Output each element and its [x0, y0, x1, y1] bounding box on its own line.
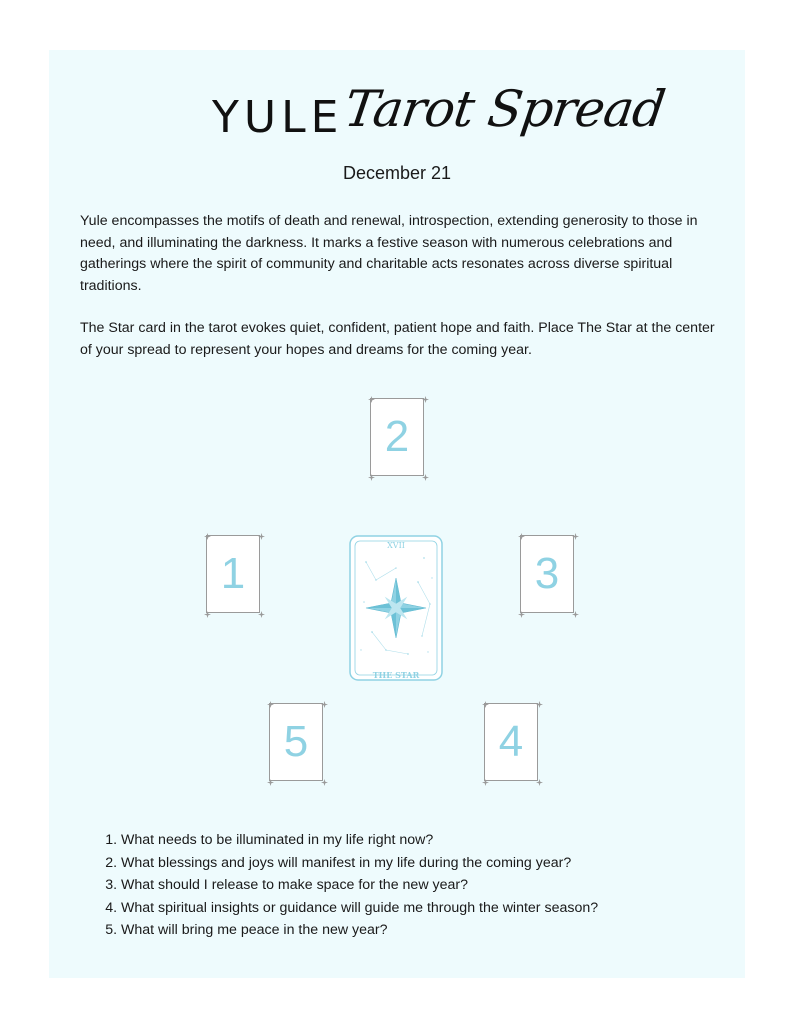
sparkle-icon [267, 701, 274, 708]
sparkle-icon [536, 701, 543, 708]
star-card-illustration [346, 532, 446, 684]
card-position-2 [370, 398, 424, 476]
sparkle-icon [518, 533, 525, 540]
card-number: 2 [384, 412, 410, 461]
date-subtitle: December 21 [342, 163, 452, 183]
card-number: 4 [498, 717, 524, 766]
sparkle-icon [321, 779, 328, 786]
sparkle-icon [422, 474, 429, 481]
card-position-4 [484, 703, 538, 781]
question-list [97, 829, 598, 942]
sparkle-icon [518, 611, 525, 618]
sparkle-icon [258, 611, 265, 618]
intro-paragraph: Yule encompasses the motifs of death and renewal, introspection, extending generosity to those in need, and illuminating the darkness. It marks a festive season with numerous celebrations and gatherings where the spirit of community and charitable acts resonates across diverse spiritual traditions. [80, 213, 698, 294]
sparkle-icon [258, 533, 265, 540]
sparkle-icon [572, 533, 579, 540]
list-item: 5. What will bring me peace in the new year? [121, 919, 598, 942]
list-item: 3. What should I release to make space for the new year? [121, 874, 598, 897]
card-number: 3 [534, 549, 560, 598]
sparkle-icon [482, 701, 489, 708]
sparkle-icon [204, 611, 211, 618]
card-number: 5 [283, 717, 309, 766]
card-number: 1 [220, 549, 246, 598]
list-item: 4. What spiritual insights or guidance will guide me through the winter season? [121, 897, 598, 920]
page-title [0, 80, 794, 170]
sparkle-icon [536, 779, 543, 786]
sparkle-icon [368, 396, 375, 403]
star-card [346, 532, 446, 684]
card-position-3 [520, 535, 574, 613]
list-item: 1. What needs to be illuminated in my life right now? [121, 829, 598, 852]
card-position-5 [269, 703, 323, 781]
title-main: YULE [212, 92, 344, 143]
sparkle-icon [572, 611, 579, 618]
sparkle-icon [321, 701, 328, 708]
star-card-numeral: XVII [387, 541, 405, 550]
sparkle-icon [267, 779, 274, 786]
sparkle-icon [422, 396, 429, 403]
sparkle-icon [482, 779, 489, 786]
card-position-1 [206, 535, 260, 613]
sparkle-icon [204, 533, 211, 540]
star-card-name: THE STAR [372, 670, 420, 680]
sparkle-icon [368, 474, 375, 481]
title-script: Tarot Spread [340, 80, 668, 138]
list-item: 2. What blessings and joys will manifest in my life during the coming year? [121, 852, 598, 875]
star-paragraph: The Star card in the tarot evokes quiet, confident, patient hope and faith. Place The Star at the center of your spread to represent your hopes and dreams for the coming year. [80, 320, 715, 358]
